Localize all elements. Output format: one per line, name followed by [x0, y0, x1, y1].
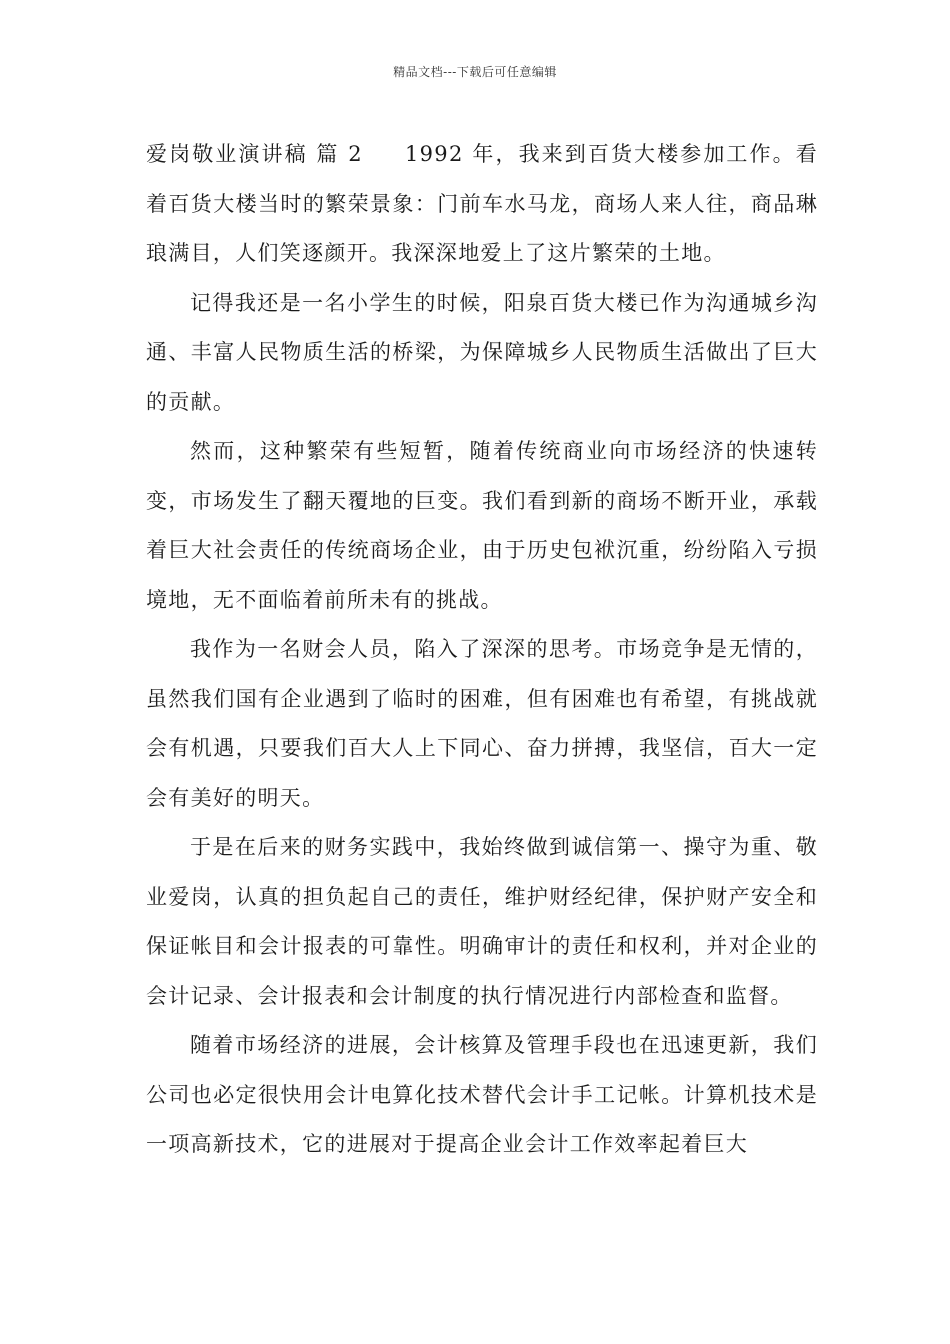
- page-header: 精品文档---下载后可任意编辑: [393, 65, 557, 79]
- paragraph-1: [146, 130, 818, 279]
- paragraph-4: 我作为一名财会人员，陷入了深深的思考。市场竞争是无情的，虽然我们国有企业遇到了临时的困难，但有困难也有希望，有挑战就会有机遇，只要我们百大人上下同心、奋力拼搏，我坚信，百大一定会有美好的明天。: [146, 637, 818, 810]
- paragraph-1-text: 1992 年，我来到百货大楼参加工作。看着百货大楼当时的繁荣景象：门前车水马龙，商场人来人往，商品琳琅满目，人们笑逐颜开。我深深地爱上了这片繁荣的土地。: [146, 142, 819, 265]
- paragraph-6: 随着市场经济的进展，会计核算及管理手段也在迅速更新，我们公司也必定很快用会计电算化技术替代会计手工记帐。计算机技术是一项高新技术，它的进展对于提高企业会计工作效率起着巨大: [146, 1033, 818, 1156]
- paragraph-3: 然而，这种繁荣有些短暂，随着传统商业向市场经济的快速转变，市场发生了翻天覆地的巨变。我们看到新的商场不断开业，承载着巨大社会责任的传统商场企业，由于历史包袱沉重，纷纷陷入亏损境地，无不面临着前所未有的挑战。: [146, 439, 818, 612]
- document-title: 爱岗敬业演讲稿 篇 2: [146, 142, 363, 166]
- paragraph-2: 记得我还是一名小学生的时候，阳泉百货大楼已作为沟通城乡沟通、丰富人民物质生活的桥梁，为保障城乡人民物质生活做出了巨大的贡献。: [146, 290, 818, 414]
- paragraph-5: 于是在后来的财务实践中，我始终做到诚信第一、操守为重、敬业爱岗，认真的担负起自己的责任，维护财经纪律，保护财产安全和保证帐目和会计报表的可靠性。明确审计的责任和权利，并对企业的会计记录、会计报表和会计制度的执行情况进行内部检查和监督。: [146, 835, 818, 1008]
- document-body: [146, 130, 818, 1170]
